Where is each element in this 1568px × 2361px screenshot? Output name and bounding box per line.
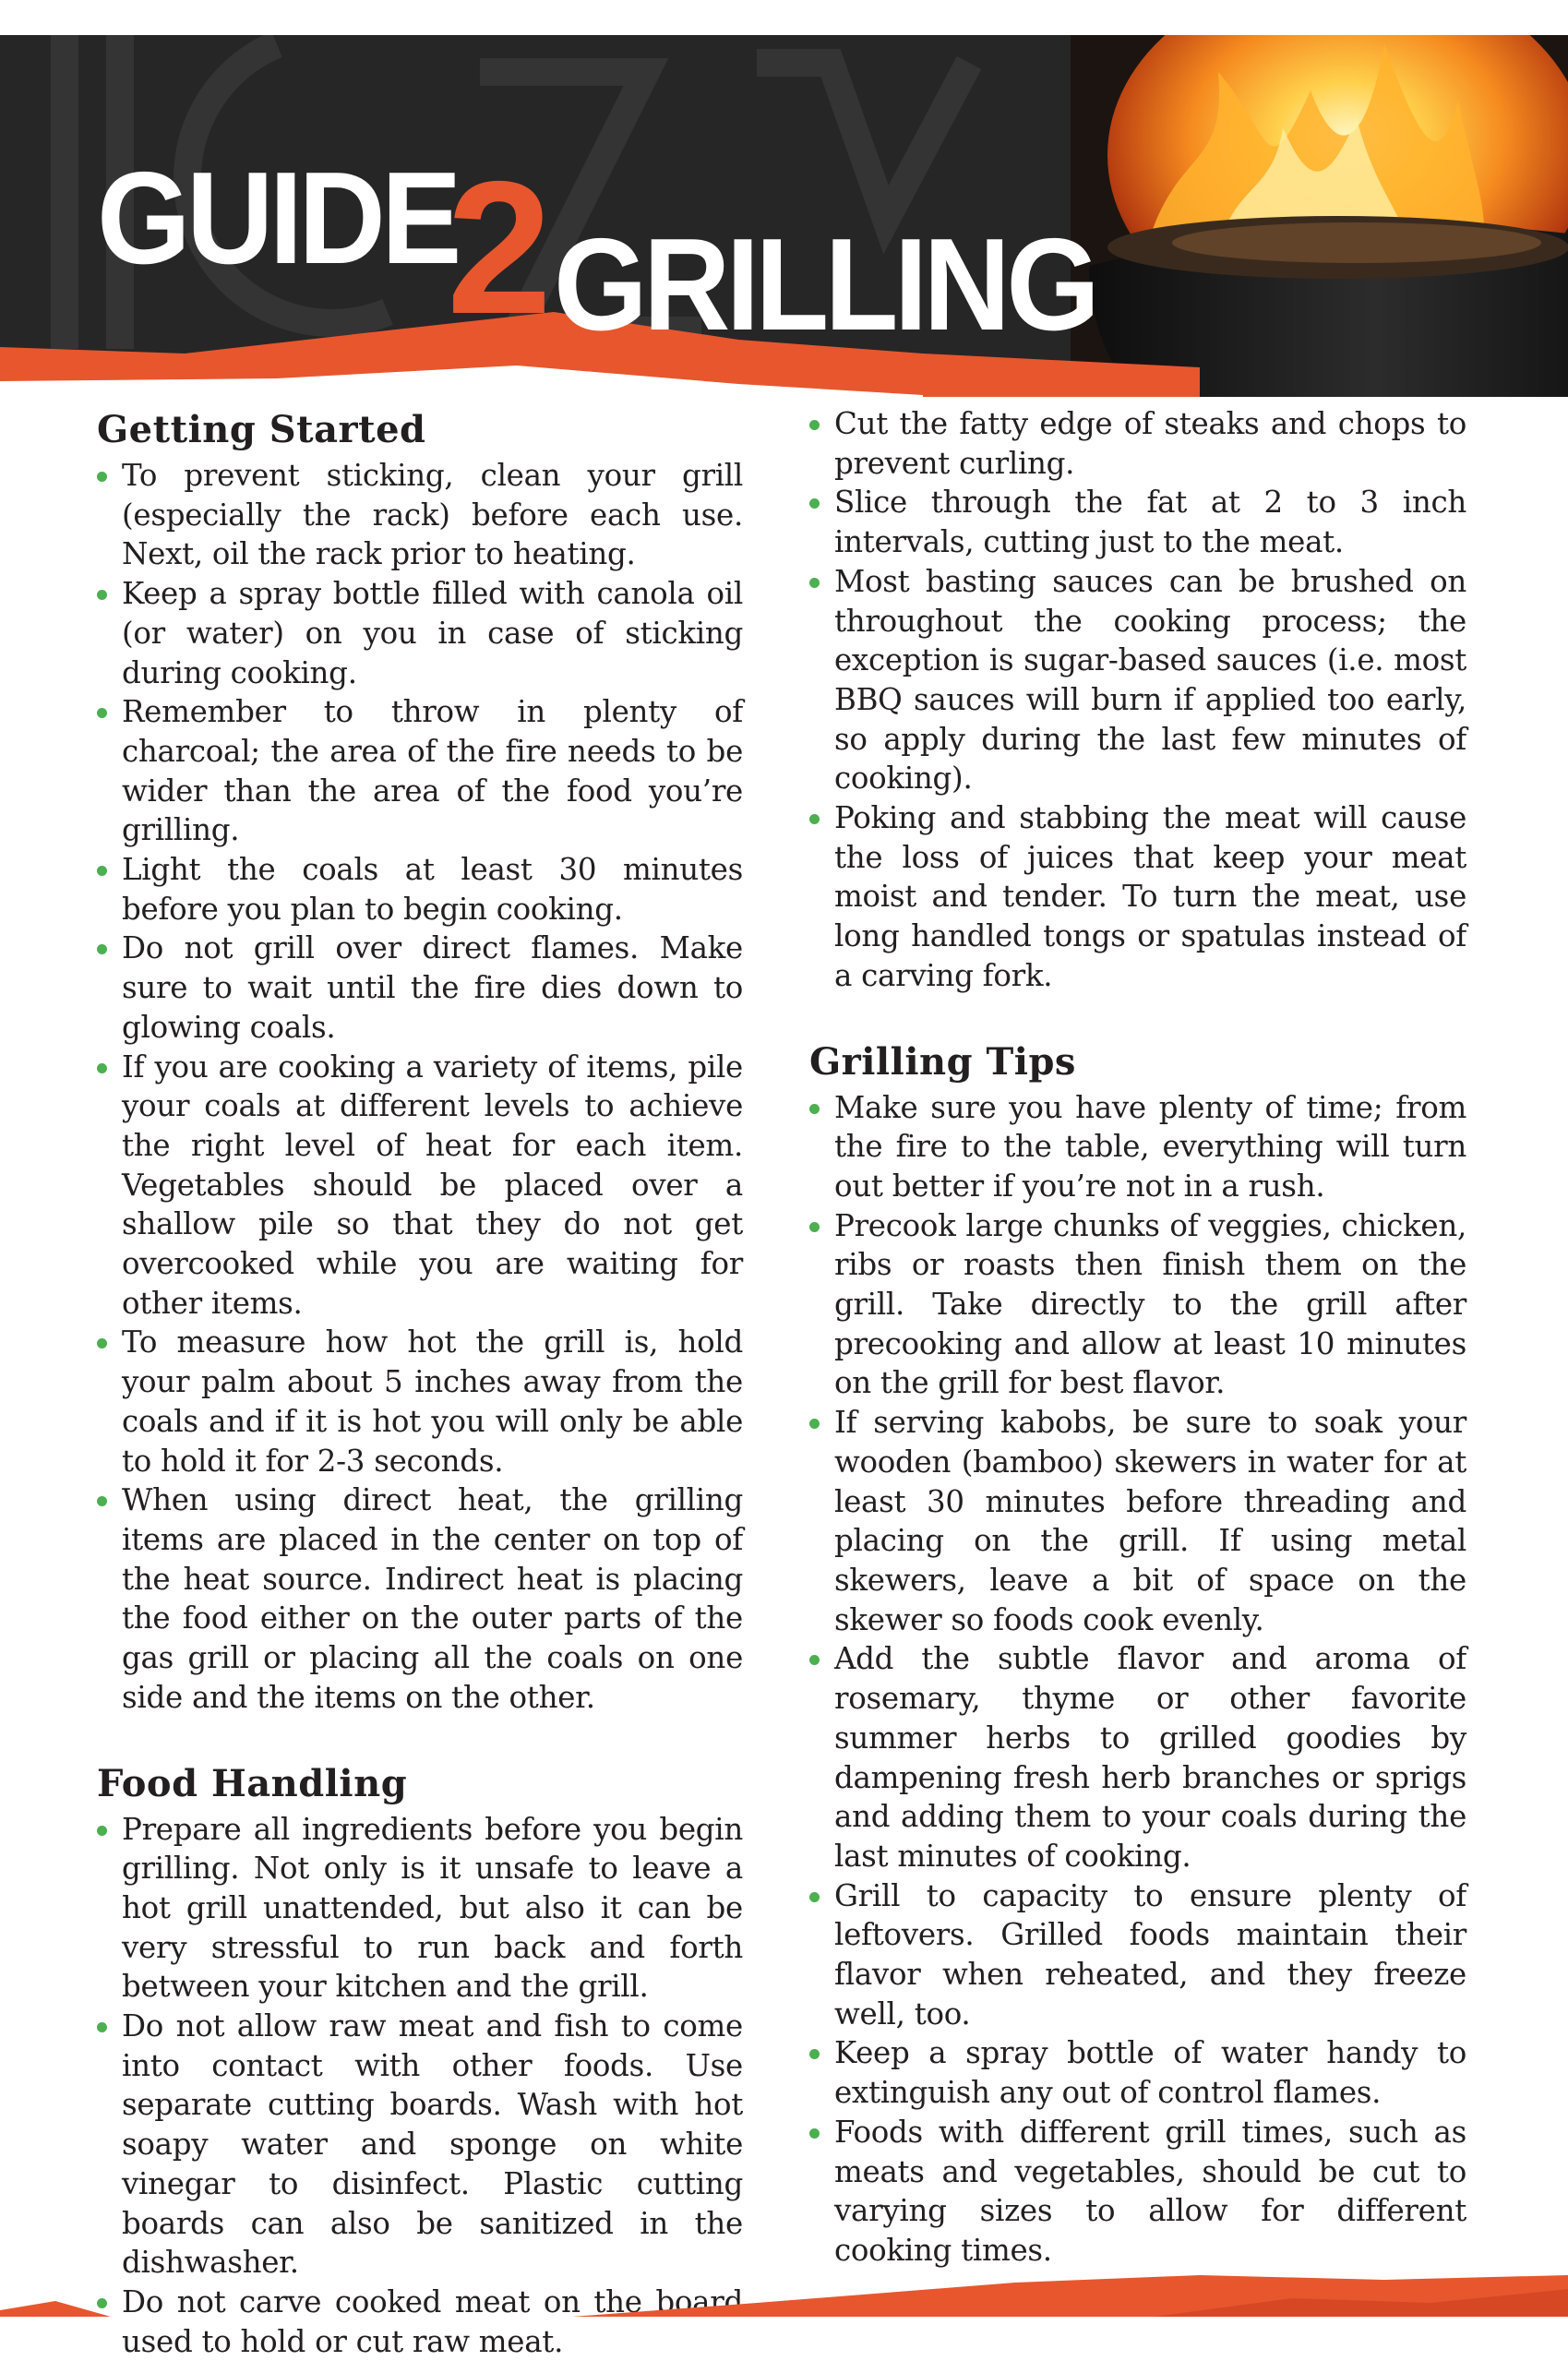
heading-food-handling: Food Handling bbox=[97, 1758, 743, 1810]
list-item bbox=[809, 404, 1466, 483]
title-number: 2 bbox=[447, 153, 552, 342]
list-item-text: Slice through the fat at 2 to 3 inch intervals, cutting just to the meat. bbox=[834, 485, 1466, 559]
list-item bbox=[97, 574, 743, 692]
list-item-text: Prepare all ingredients before you begin grilling. Not only is it unsafe to leave a hot grill unattended, but also it can be very stressful to run back and forth between your kitchen and the grill. bbox=[122, 1812, 743, 2005]
bullet-icon bbox=[97, 866, 107, 876]
left-column bbox=[97, 404, 743, 2361]
bullet-icon bbox=[809, 1222, 820, 1232]
list-item-text: Foods with different grill times, such as meats and vegetables, should be cut to varying sizes to allow for different cooking times. bbox=[834, 2115, 1466, 2268]
list-item bbox=[97, 929, 743, 1047]
bullet-icon bbox=[809, 1104, 820, 1114]
list-item-text: Do not carve cooked meat on the board used to hold or cut raw meat. bbox=[122, 2284, 743, 2359]
heading-grilling-tips: Grilling Tips bbox=[809, 1037, 1466, 1088]
bullet-icon bbox=[97, 590, 107, 600]
continued-list bbox=[809, 404, 1466, 996]
footer-graphic bbox=[0, 2275, 1568, 2317]
list-item bbox=[809, 2033, 1466, 2112]
bullet-icon bbox=[97, 944, 107, 954]
bullet-icon bbox=[97, 472, 107, 482]
bullet-icon bbox=[809, 1655, 820, 1665]
bullet-icon bbox=[809, 1419, 820, 1429]
list-item-text: When using direct heat, the grilling items are placed in the center on top of the heat source. Indirect heat is placing the food either on the outer parts of the gas grill or placing all the coals on one side and the items on the other. bbox=[122, 1482, 743, 1715]
list-item-text: If you are cooking a variety of items, pile your coals at different levels to achieve the right level of heat for each item. Vegetables should be placed over a shallow pile so that they do not get overcooked while you are waiting for other items. bbox=[122, 1049, 743, 1321]
list-item bbox=[97, 1810, 743, 2007]
bullet-icon bbox=[809, 420, 820, 430]
list-item-text: Remember to throw in plenty of charcoal; the area of the fire needs to be wider than the area of the food you’re grilling. bbox=[122, 694, 743, 847]
list-item bbox=[809, 1639, 1466, 1876]
list-item-text: Do not allow raw meat and fish to come into contact with other foods. Use separate cutting boards. Wash with hot soapy water and sponge on white vinegar to disinfect. Plastic cutting boards can also be sanitized in the dishwasher. bbox=[122, 2008, 743, 2280]
bullet-icon bbox=[809, 1892, 820, 1902]
list-item-text: Most basting sauces can be brushed on throughout the cooking process; the exception is sugar-based sauces (i.e. most BBQ sauces will burn if applied too early, so apply during the last few minutes of cooking). bbox=[834, 564, 1466, 797]
list-item bbox=[809, 2113, 1466, 2271]
list-item bbox=[97, 850, 743, 929]
grilling-tips-list bbox=[809, 1088, 1466, 2271]
list-item bbox=[809, 1206, 1466, 1404]
list-item bbox=[809, 562, 1466, 798]
list-item bbox=[809, 483, 1466, 561]
list-item-text: If serving kabobs, be sure to soak your wooden (bamboo) skewers in water for at least 30 minutes before threading and placing on the grill. If using metal skewers, leave a bit of space on the skewer so foods cook evenly. bbox=[834, 1405, 1466, 1637]
bullet-icon bbox=[809, 578, 820, 588]
bullet-icon bbox=[97, 1826, 107, 1836]
list-item bbox=[809, 1088, 1466, 1206]
bullet-icon bbox=[97, 1063, 107, 1073]
heading-getting-started: Getting Started bbox=[97, 404, 743, 456]
bullet-icon bbox=[97, 1496, 107, 1506]
list-item bbox=[809, 798, 1466, 996]
title-grilling: GRILLING bbox=[554, 220, 1095, 351]
footer-banner bbox=[0, 2275, 1568, 2317]
bullet-icon bbox=[97, 2022, 107, 2032]
header-banner bbox=[0, 35, 1568, 397]
list-item-text: Precook large chunks of veggies, chicken, ribs or roasts then finish them on the grill. Take directly to the grill after precooking and allow at least 10 minutes on the grill for best flavor. bbox=[834, 1208, 1466, 1401]
list-item bbox=[97, 692, 743, 850]
list-item-text: To measure how hot the grill is, hold your palm about 5 inches away from the coals and if it is hot you will only be able to hold it for 2-3 seconds. bbox=[122, 1324, 743, 1478]
bullet-icon bbox=[809, 814, 820, 824]
section-spacer bbox=[97, 1718, 743, 1758]
list-item-text: Make sure you have plenty of time; from the fire to the table, everything will turn out better if you’re not in a rush. bbox=[834, 1090, 1466, 1204]
getting-started-list bbox=[97, 456, 743, 1718]
bullet-icon bbox=[809, 498, 820, 509]
bullet-icon bbox=[809, 2128, 820, 2139]
list-item-text: Poking and stabbing the meat will cause the loss of juices that keep your meat moist and tender. To turn the meat, use long handled tongs or spatulas instead of a carving fork. bbox=[834, 800, 1466, 993]
list-item-text: Do not grill over direct flames. Make sure to wait until the fire dies down to glowing coals. bbox=[122, 930, 743, 1044]
title-guide: GUIDE bbox=[97, 153, 458, 284]
bullet-icon bbox=[97, 1338, 107, 1348]
list-item bbox=[97, 1480, 743, 1717]
right-column bbox=[809, 404, 1466, 2271]
list-item bbox=[809, 1403, 1466, 1639]
list-item-text: Keep a spray bottle filled with canola oil (or water) on you in case of sticking during cooking. bbox=[122, 576, 743, 689]
bullet-icon bbox=[809, 2049, 820, 2059]
list-item-text: Keep a spray bottle of water handy to extinguish any out of control flames. bbox=[834, 2035, 1466, 2110]
list-item-text: Grill to capacity to ensure plenty of leftovers. Grilled foods maintain their flavor when reheated, and they freeze well, too. bbox=[834, 1878, 1466, 2031]
list-item bbox=[97, 1323, 743, 1480]
list-item bbox=[97, 2007, 743, 2283]
list-item-text: Cut the fatty edge of steaks and chops to prevent curling. bbox=[834, 406, 1466, 481]
section-spacer bbox=[809, 996, 1466, 1037]
list-item bbox=[809, 1876, 1466, 2034]
list-item bbox=[97, 1048, 743, 1324]
bullet-icon bbox=[97, 708, 107, 718]
list-item bbox=[97, 456, 743, 574]
page-title bbox=[0, 35, 1568, 397]
list-item-text: Add the subtle flavor and aroma of rosemary, thyme or other favorite summer herbs to grilled goodies by dampening fresh herb branches or sprigs and adding them to your coals during the last minutes of cooking. bbox=[834, 1641, 1466, 1874]
list-item-text: To prevent sticking, clean your grill (especially the rack) before each use. Next, oil the rack prior to heating. bbox=[122, 458, 743, 571]
list-item-text: Light the coals at least 30 minutes before you plan to begin cooking. bbox=[122, 852, 743, 927]
